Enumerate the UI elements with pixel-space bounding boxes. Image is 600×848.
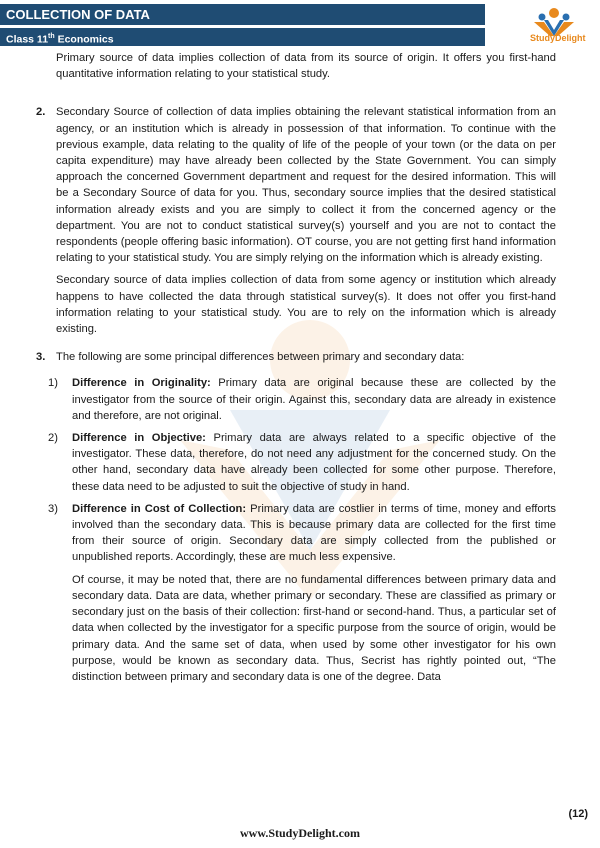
list-item-3 — [36, 349, 556, 371]
document-body — [36, 50, 556, 685]
intro-paragraph: Primary source of data implies collection of data from its source of origin. It offers you first-hand quantitative information relating to your statistical study. — [56, 52, 556, 81]
sub-item-number: 2) — [48, 432, 58, 445]
sub-item-number: 3) — [48, 502, 58, 515]
class-superscript: th — [48, 33, 55, 40]
sub-item-text: Primary data are costlier in terms of time, money and efforts involved than the secondary data. This is because primary data are collected for the first time from their source of origin. Secondary data are simply collected from the published or unpublished reports. Accordingly, these are much less expensive. — [72, 502, 557, 564]
item-number: 2. — [36, 106, 46, 119]
item-number: 3. — [36, 351, 46, 364]
sub-item-number: 1) — [48, 377, 58, 390]
item2-paragraph-1: Secondary Source of collection of data implies obtaining the relevant statistical information from an agency, or an institution which is already in possession of that information. To continue with the previous example, data relating to the quality of life of the people of your town (or the data on per capita expenditure) may have already been collected by the State Government. You can simply approach the concerned Government department and request for the desired information. This will be a Secondary Source of data for you. Thus, secondary source implies that the desired statistical information already exists and you are simply to collect it from the concerned agency or the department. You are not to conduct statistical survey(s) yourself and you are not to contact the respondents (people offering basic information). OT course, you are not getting first hand information relating to your statistical study. You are simply relying on the information which is already existing. — [56, 106, 556, 265]
subject-label: Economics — [54, 33, 114, 46]
class-subject-bar — [0, 28, 485, 46]
chapter-title-bar — [0, 4, 485, 25]
sub-item-text: Primary data are always related to a specific objective of the investigator. These data, therefore, do not need any adjustment for the concerned study. On the other hand, secondary data have already been collected for some other purpose. Therefore, these data need to be adjusted to suit the objective of study in hand. — [72, 432, 557, 493]
sub-item-1 — [48, 375, 556, 424]
item2-paragraph-2: Secondary source of data implies collection of data from some agency or institution which already happens to have collected the data through statistical survey(s). It does not offer you first-hand information relating to your statistical study. You are to rely on the information which is already existing. — [56, 274, 556, 336]
page-number: (12) — [568, 808, 588, 820]
list-item-2 — [36, 104, 556, 343]
item3-intro: The following are some principal differences between primary and secondary data: — [56, 351, 465, 364]
footer-url: www.StudyDelight.com — [239, 826, 360, 840]
sub-item-title: Difference in Originality: — [72, 377, 211, 390]
sub-item-title: Difference in Cost of Collection: — [72, 502, 247, 515]
class-label: Class 11 — [6, 33, 49, 46]
logo-text: StudyDelight — [530, 33, 586, 43]
sub-item-2 — [48, 430, 556, 495]
chapter-title: COLLECTION OF DATA — [6, 7, 150, 22]
sub-item-3 — [48, 501, 556, 566]
closing-paragraph: Of course, it may be noted that, there are no fundamental differences between primary data and secondary data. Data are data, whether primary or secondary. These are classified as primary or secondary just on the basis of their collection: first-hand or second-hand. Thus, a particular set of data when collected by the investigator for a specific purpose from the source of origin, would be primary data. And the same set of data, when used by some other investigator for his own purpose, would be known as secondary data. Thus, Secrist has rightly pointed out, “The distinction between primary and secondary data is one of the degree. Data — [72, 573, 556, 683]
sub-item-text: Primary data are original because these are collected by the investigator from the source of their origin. Against this, secondary data are already in existence and therefore, are not original. — [72, 377, 556, 422]
sub-item-title: Difference in Objective: — [72, 432, 206, 445]
